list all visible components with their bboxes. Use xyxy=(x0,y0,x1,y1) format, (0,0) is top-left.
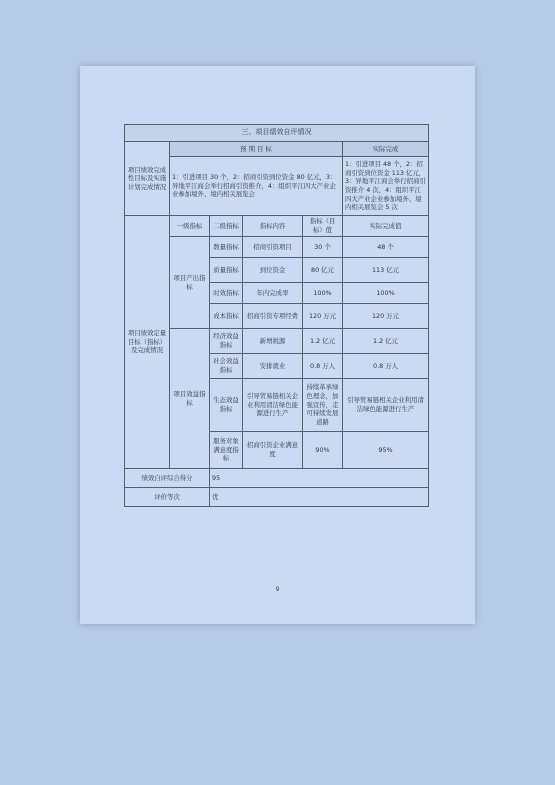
total-score-label: 绩效自评综合得分 xyxy=(125,469,210,488)
effect-level2: 社会效益指标 xyxy=(210,354,243,379)
output-level2: 质量指标 xyxy=(210,258,243,283)
output-actual: 48 个 xyxy=(343,237,429,258)
goal-label: 项目绩效完成性目标及实施计划完成情况 xyxy=(125,142,170,216)
actual-header: 实际完成 xyxy=(343,142,429,157)
expected-text: 1：引进项目 30 个，2：招商引资到位资金 80 亿元，3：异地平江商会举行招商引资推介，4：组织平江四大产业企业参加境外、境内相关展览会 xyxy=(170,157,343,216)
output-group-label: 项目产出指标 xyxy=(170,237,210,329)
output-level2: 数量指标 xyxy=(210,237,243,258)
effect-target: 1.2 亿元 xyxy=(303,329,343,354)
effect-level2: 经济效益指标 xyxy=(210,329,243,354)
effect-level2: 服务对象满意度指标 xyxy=(210,432,243,469)
effect-group-label: 项目效益指标 xyxy=(170,329,210,469)
header-level1: 一级指标 xyxy=(170,216,210,237)
output-actual: 100% xyxy=(343,283,429,304)
output-target: 30 个 xyxy=(303,237,343,258)
output-content: 到位资金 xyxy=(243,258,303,283)
header-content: 指标内容 xyxy=(243,216,303,237)
indicator-label: 项目绩效定量目标（指标）及完成情况 xyxy=(125,216,170,469)
grade-label: 评价等次 xyxy=(125,488,210,507)
effect-content: 新增税源 xyxy=(243,329,303,354)
header-actual: 实际完成值 xyxy=(343,216,429,237)
effect-target: 0.8 万人 xyxy=(303,354,343,379)
effect-actual: 1.2 亿元 xyxy=(343,329,429,354)
header-target: 指标（目标）值 xyxy=(303,216,343,237)
effect-content: 招商引资企业满意度 xyxy=(243,432,303,469)
grade-value: 优 xyxy=(210,488,429,507)
effect-actual: 95% xyxy=(343,432,429,469)
total-score-value: 95 xyxy=(210,469,429,488)
expected-header: 预 期 目 标 xyxy=(170,142,343,157)
effect-actual: 0.8 万人 xyxy=(343,354,429,379)
output-actual: 113 亿元 xyxy=(343,258,429,283)
output-actual: 120 万元 xyxy=(343,304,429,329)
output-content: 年内完成率 xyxy=(243,283,303,304)
effect-target: 持续革承绿色理念，加强宣传，走可持续发展道路 xyxy=(303,379,343,432)
output-content: 招商引资项目 xyxy=(243,237,303,258)
output-content: 招商引资专项经费 xyxy=(243,304,303,329)
page-number: 9 xyxy=(275,586,280,593)
performance-table xyxy=(124,124,429,507)
effect-content: 安排就业 xyxy=(243,354,303,379)
output-target: 80 亿元 xyxy=(303,258,343,283)
section-title: 三、项目绩效自评情况 xyxy=(125,125,429,142)
document-page xyxy=(80,66,475,624)
output-target: 100% xyxy=(303,283,343,304)
effect-actual: 引导贸易链相关企业利用清洁绿色能源进行生产 xyxy=(343,379,429,432)
effect-content: 引导贸易链相关企业利用清洁绿色能源进行生产 xyxy=(243,379,303,432)
output-target: 120 万元 xyxy=(303,304,343,329)
output-level2: 时效指标 xyxy=(210,283,243,304)
output-level2: 成本指标 xyxy=(210,304,243,329)
actual-text: 1：引进项目 48 个，2：招商引资到位资金 113 亿元，3：异地平江商会举行招商引资推介 4 次，4：组织平江四大产业企业参加境外、境内相关展览会 5 次 xyxy=(343,157,429,216)
effect-level2: 生态效益指标 xyxy=(210,379,243,432)
header-level2: 二级指标 xyxy=(210,216,243,237)
effect-target: 90% xyxy=(303,432,343,469)
